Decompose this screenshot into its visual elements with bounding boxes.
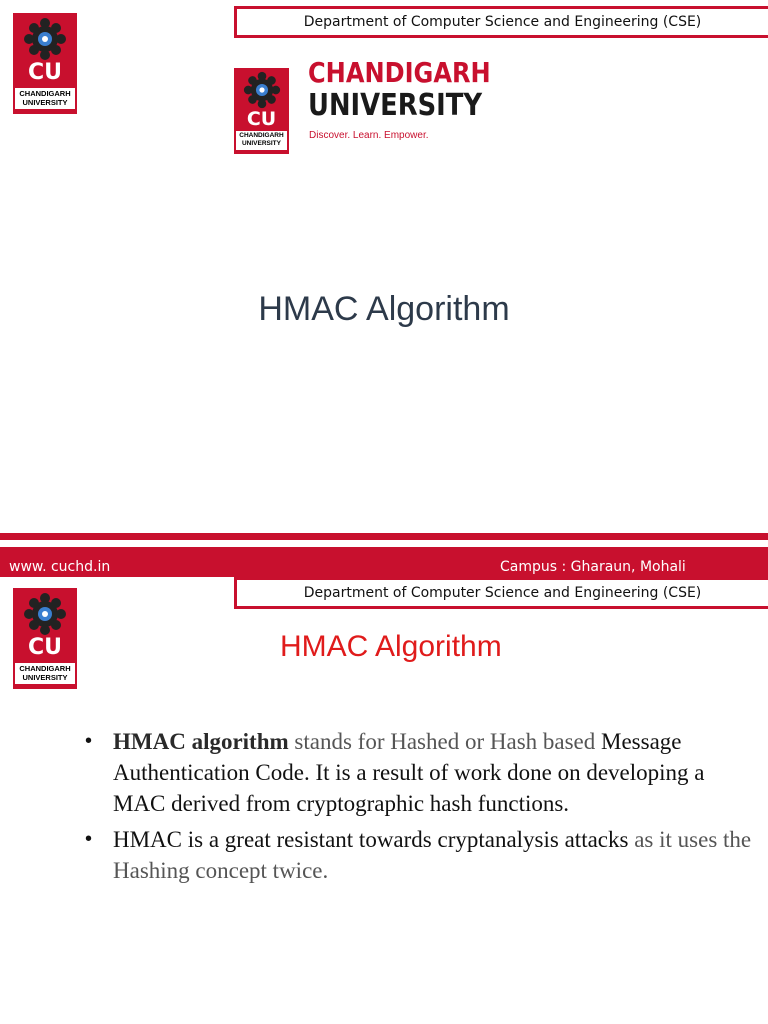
logo-abbr: CU [27,635,62,660]
gear-emblem-icon [23,592,67,636]
department-banner: Department of Computer Science and Engineering (CSE) [234,577,768,609]
university-tagline: Discover. Learn. Empower. [309,130,429,141]
logo-name: CHANDIGARH UNIVERSITY [15,663,75,684]
divider-line [0,533,768,540]
cu-logo [13,13,77,114]
bullet-text: Message Authentication Code. It is a result of work done on developing a MAC derived from cryptographic hash functions. [113,729,705,816]
bullet-icon: • [85,828,93,850]
bullet-gray-text: as it uses the Hashing concept twice. [113,827,752,883]
logo-abbr: CU [27,60,62,85]
cu-logo-large [234,68,289,154]
logo-name: CHANDIGARH UNIVERSITY [236,131,287,150]
cu-logo [13,588,77,689]
bullet-gray-text: stands for Hashed or Hash based [288,729,596,754]
gear-emblem-icon [243,71,281,109]
footer-website: www. cuchd.in [9,559,111,575]
bullet-list [85,726,755,891]
bullet-bold-text: HMAC algorithm [113,729,289,754]
list-item [85,824,755,886]
bullet-text: HMAC is a great resistant towards cryptanalysis attacks [113,827,629,852]
university-name-line1: CHANDIGARH [308,56,491,89]
list-item [85,726,755,819]
slide-title-text: HMAC Algorithm [258,290,510,328]
logo-name: CHANDIGARH UNIVERSITY [15,88,75,109]
logo-abbr: CU [246,108,277,130]
gear-emblem-icon [23,17,67,61]
department-banner: Department of Computer Science and Engineering (CSE) [234,6,768,38]
footer-campus: Campus : Gharaun, Mohali [500,559,686,575]
university-logo [234,55,504,145]
bullet-icon: • [85,730,93,752]
slide-heading: HMAC Algorithm [280,630,502,663]
slide-content [0,550,768,1024]
university-name-line2: UNIVERSITY [308,88,483,123]
